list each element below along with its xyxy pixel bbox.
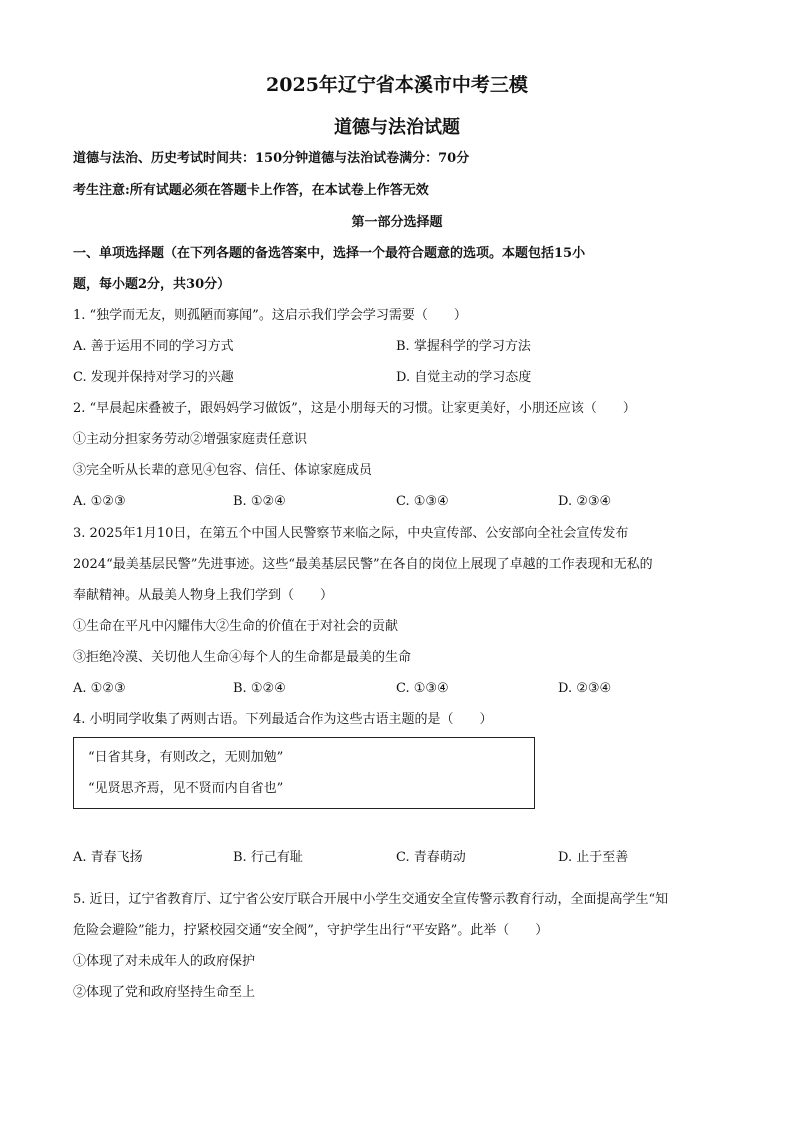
q2-stem: 2. “早晨起床叠被子，跟妈妈学习做饭”，这是小朋每天的习惯。让家更美好，小朋还应该（ ） (73, 401, 636, 416)
q5-stem-line2: 危险会避险”能力，拧紧校园交通“安全阀”，守护学生出行“平安路”。此举（ ） (73, 923, 549, 938)
q4-option-b: B. 行己有耻 (233, 850, 303, 865)
q3-stem-line2: 2024“最美基层民警”先进事迹。这些“最美基层民警”在各自的岗位上展现了卓越的工作表现和无私的 (73, 557, 653, 572)
q5-statements-1: ①体现了对未成年人的政府保护 (73, 954, 256, 969)
q3-option-d: D. ②③④ (558, 681, 612, 696)
q1-option-a: A. 善于运用不同的学习方式 (73, 339, 234, 354)
q1-option-d: D. 自觉主动的学习态度 (396, 370, 532, 385)
q2-option-c: C. ①③④ (396, 494, 449, 509)
q5-statements-2: ②体现了党和政府坚持生命至上 (73, 985, 256, 1000)
q3-statements-1: ①生命在平凡中闪耀伟大②生命的价值在于对社会的贡献 (73, 619, 399, 634)
exam-info: 道德与法治、历史考试时间共：150分钟道德与法治试卷满分：70分 (73, 151, 470, 166)
q3-stem-line1: 3. 2025年1月10日，在第五个中国人民警察节来临之际，中央宣传部、公安部向全社会宣传发布 (73, 526, 629, 541)
q3-statements-2: ③拒绝冷漠、关切他人生命④每个人的生命都是最美的生命 (73, 650, 412, 665)
q4-quote-2: “见贤思齐焉，见不贤而内自省也” (88, 781, 284, 796)
q3-option-b: B. ①②④ (233, 681, 286, 696)
q2-option-a: A. ①②③ (73, 494, 126, 509)
section-instructions-line1: 一、单项选择题（在下列各题的备选答案中，选择一个最符合题意的选项。本题包括15小 (73, 246, 586, 261)
q4-stem: 4. 小明同学收集了两则古语。下列最适合作为这些古语主题的是（ ） (73, 712, 493, 727)
q4-quote-1: “日省其身，有则改之，无则加勉” (88, 750, 284, 765)
q1-option-c: C. 发现并保持对学习的兴趣 (73, 370, 234, 385)
q2-statements-1: ①主动分担家务劳动②增强家庭责任意识 (73, 432, 308, 447)
q3-stem-line3: 奉献精神。从最美人物身上我们学到（ ） (73, 588, 334, 603)
q4-quote-box (73, 737, 535, 809)
q4-option-d: D. 止于至善 (558, 850, 629, 865)
q2-option-b: B. ①②④ (233, 494, 286, 509)
q4-option-a: A. 青春飞扬 (73, 850, 143, 865)
q1-stem: 1. “独学而无友，则孤陋而寡闻”。这启示我们学会学习需要（ ） (73, 308, 467, 323)
q3-option-a: A. ①②③ (73, 681, 126, 696)
q2-option-d: D. ②③④ (558, 494, 612, 509)
q5-stem-line1: 5. 近日，辽宁省教育厅、辽宁省公安厅联合开展中小学生交通安全宣传警示教育行动，全面提高学生“知 (73, 892, 669, 907)
part-title: 第一部分选择题 (351, 215, 443, 230)
section-instructions-line2: 题，每小题2分，共30分） (73, 277, 231, 292)
q2-statements-2: ③完全听从长辈的意见④包容、信任、体谅家庭成员 (73, 463, 373, 478)
q4-option-c: C. 青春萌动 (396, 850, 466, 865)
q1-option-b: B. 掌握科学的学习方法 (396, 339, 531, 354)
exam-notice: 考生注意:所有试题必须在答题卡上作答，在本试卷上作答无效 (73, 183, 429, 198)
exam-title: 2025年辽宁省本溪市中考三模 (266, 74, 528, 96)
exam-subtitle: 道德与法治试题 (334, 117, 460, 138)
q3-option-c: C. ①③④ (396, 681, 449, 696)
